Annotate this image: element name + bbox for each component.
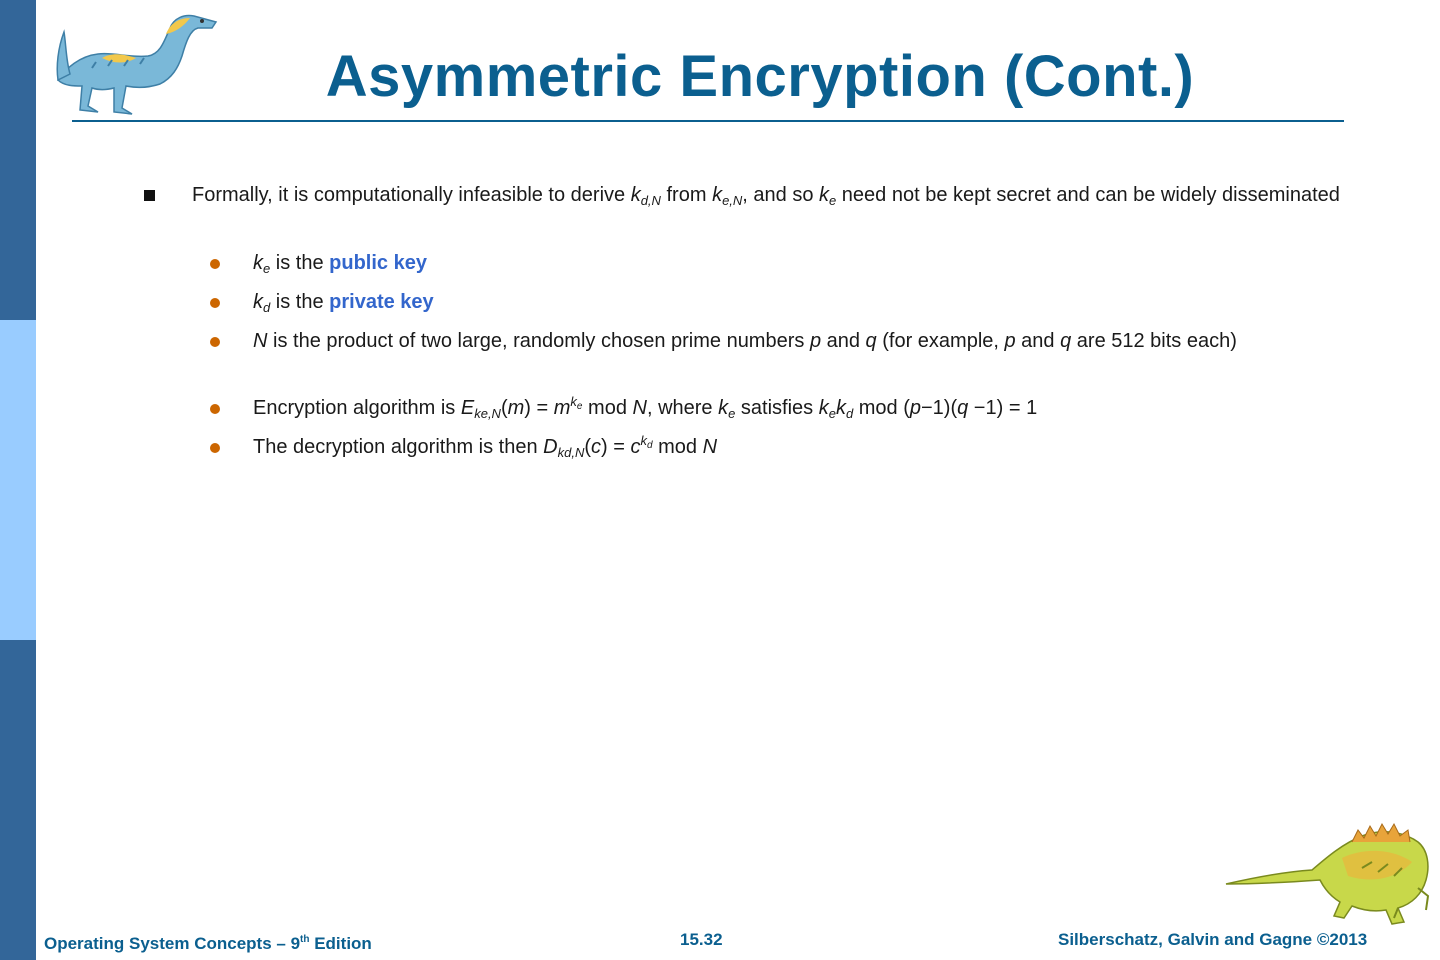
private-key-term: private key xyxy=(329,291,434,313)
dinosaur-bottom-icon xyxy=(1222,818,1434,930)
round-bullet-icon xyxy=(210,443,220,453)
slide-title: Asymmetric Encryption (Cont.) xyxy=(325,44,1195,109)
subbullet-public-key: $k_e$ is the public key xyxy=(253,252,427,276)
round-bullet-icon xyxy=(210,298,220,308)
sidebar-segment-dark xyxy=(0,0,36,320)
sidebar-segment-dark-bottom xyxy=(0,640,36,960)
dinosaur-top-icon xyxy=(52,8,222,120)
footer-authors: Silberschatz, Galvin and Gagne ©2013 xyxy=(1058,930,1368,949)
footer-slide-number: 15.32 xyxy=(680,930,723,949)
sidebar-segment-light xyxy=(0,320,36,640)
public-key-term: public key xyxy=(329,252,427,274)
title-underline xyxy=(72,120,1344,122)
subbullet-decryption-algorithm: The decryption algorithm is then $D_{kd,N}(c) = c^{k_d}$ mod N xyxy=(253,433,718,460)
round-bullet-icon xyxy=(210,404,220,414)
left-sidebar-bar xyxy=(0,0,36,960)
round-bullet-icon xyxy=(210,337,220,347)
square-bullet-icon xyxy=(144,190,155,201)
subbullet-modulus-n: N is the product of two large, randomly chosen prime numbers p and q (for example, p and q are 512 bits each) xyxy=(253,330,1237,352)
round-bullet-icon xyxy=(210,259,220,269)
subbullet-private-key: $k_d$ is the private key xyxy=(253,291,434,315)
subbullet-encryption-algorithm: Encryption algorithm is $E_{ke,N}(m) = m^{k_e}$ mod N, where $k_e$ satisfies $k_ek_d$ mod (p−1)(q −1) = 1 xyxy=(253,394,1038,421)
footer-book-title: Operating System Concepts – 9th Edition xyxy=(44,934,372,953)
bullet-formally: Formally, it is computationally infeasible to derive $k_{d,N}$ from $k_{e,N}$, and so $k_e$ need not be kept secret and can be widely disseminated xyxy=(192,184,1340,208)
